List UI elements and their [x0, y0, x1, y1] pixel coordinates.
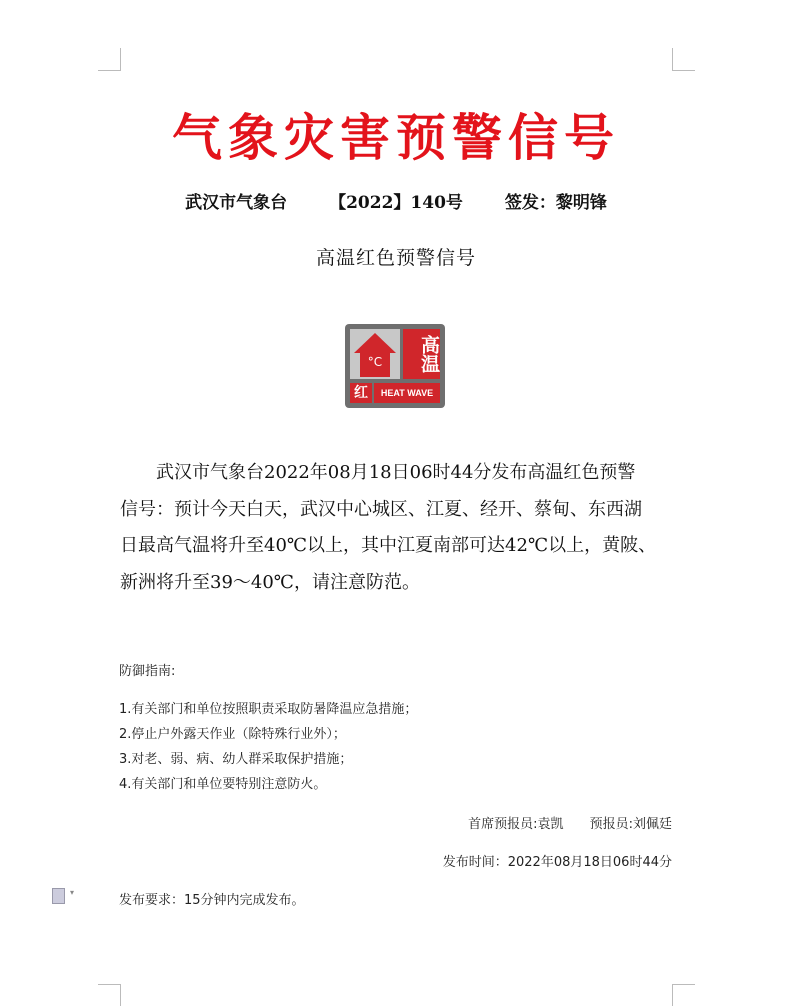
chevron-down-icon[interactable]: ▾ — [70, 888, 75, 897]
heat-wave-red-sign — [345, 324, 445, 408]
issue-number: 【2022】140号 — [329, 193, 463, 213]
publish-requirement: 发布要求：15分钟内完成发布。 — [119, 893, 305, 908]
warning-subtitle: 高温红色预警信号 — [315, 247, 476, 269]
document-title: 气象灾害预警信号 — [172, 108, 620, 167]
celsius-label: °C — [367, 355, 383, 369]
forecaster: 预报员:刘佩廷 — [589, 817, 672, 832]
guide-item: 2.停止户外露天作业（除特殊行业外）； — [119, 727, 346, 742]
sign-level: 红 — [350, 383, 372, 403]
publish-time: 发布时间：2022年08月18日06时44分 — [442, 855, 672, 870]
house-panel — [350, 329, 400, 379]
document-icon[interactable] — [52, 888, 65, 904]
guide-item: 4.有关部门和单位要特别注意防火。 — [119, 777, 327, 792]
crop-mark — [98, 48, 121, 71]
body-line: 武汉市气象台2022年08月18日06时44分发布高温红色预警 — [156, 462, 636, 483]
crop-mark — [672, 48, 695, 71]
guide-heading: 防御指南: — [119, 664, 176, 679]
crop-mark — [98, 984, 121, 1006]
guide-item: 1.有关部门和单位按照职责采取防暑降温应急措施； — [119, 702, 418, 717]
crop-mark — [672, 984, 695, 1006]
forecasters — [468, 813, 672, 832]
guide-item: 3.对老、弱、病、幼人群采取保护措施； — [119, 752, 353, 767]
sign-name: 高温 — [403, 329, 440, 379]
issue-line — [0, 188, 792, 213]
warning-body — [120, 455, 680, 601]
office: 武汉市气象台 — [185, 193, 288, 213]
sign-english: HEAT WAVE — [374, 383, 440, 403]
body-line: 新洲将升至39～40℃，请注意防范。 — [120, 571, 420, 593]
house-thermometer-icon — [350, 329, 400, 379]
signer: 签发：黎明锋 — [504, 193, 607, 213]
body-line: 日最高气温将升至40℃以上，其中江夏南部可达42℃以上，黄陂、 — [120, 535, 657, 556]
chief-forecaster: 首席预报员:袁凯 — [468, 817, 564, 832]
body-line: 信号：预计今天白天，武汉中心城区、江夏、经开、蔡甸、东西湖 — [120, 498, 642, 520]
